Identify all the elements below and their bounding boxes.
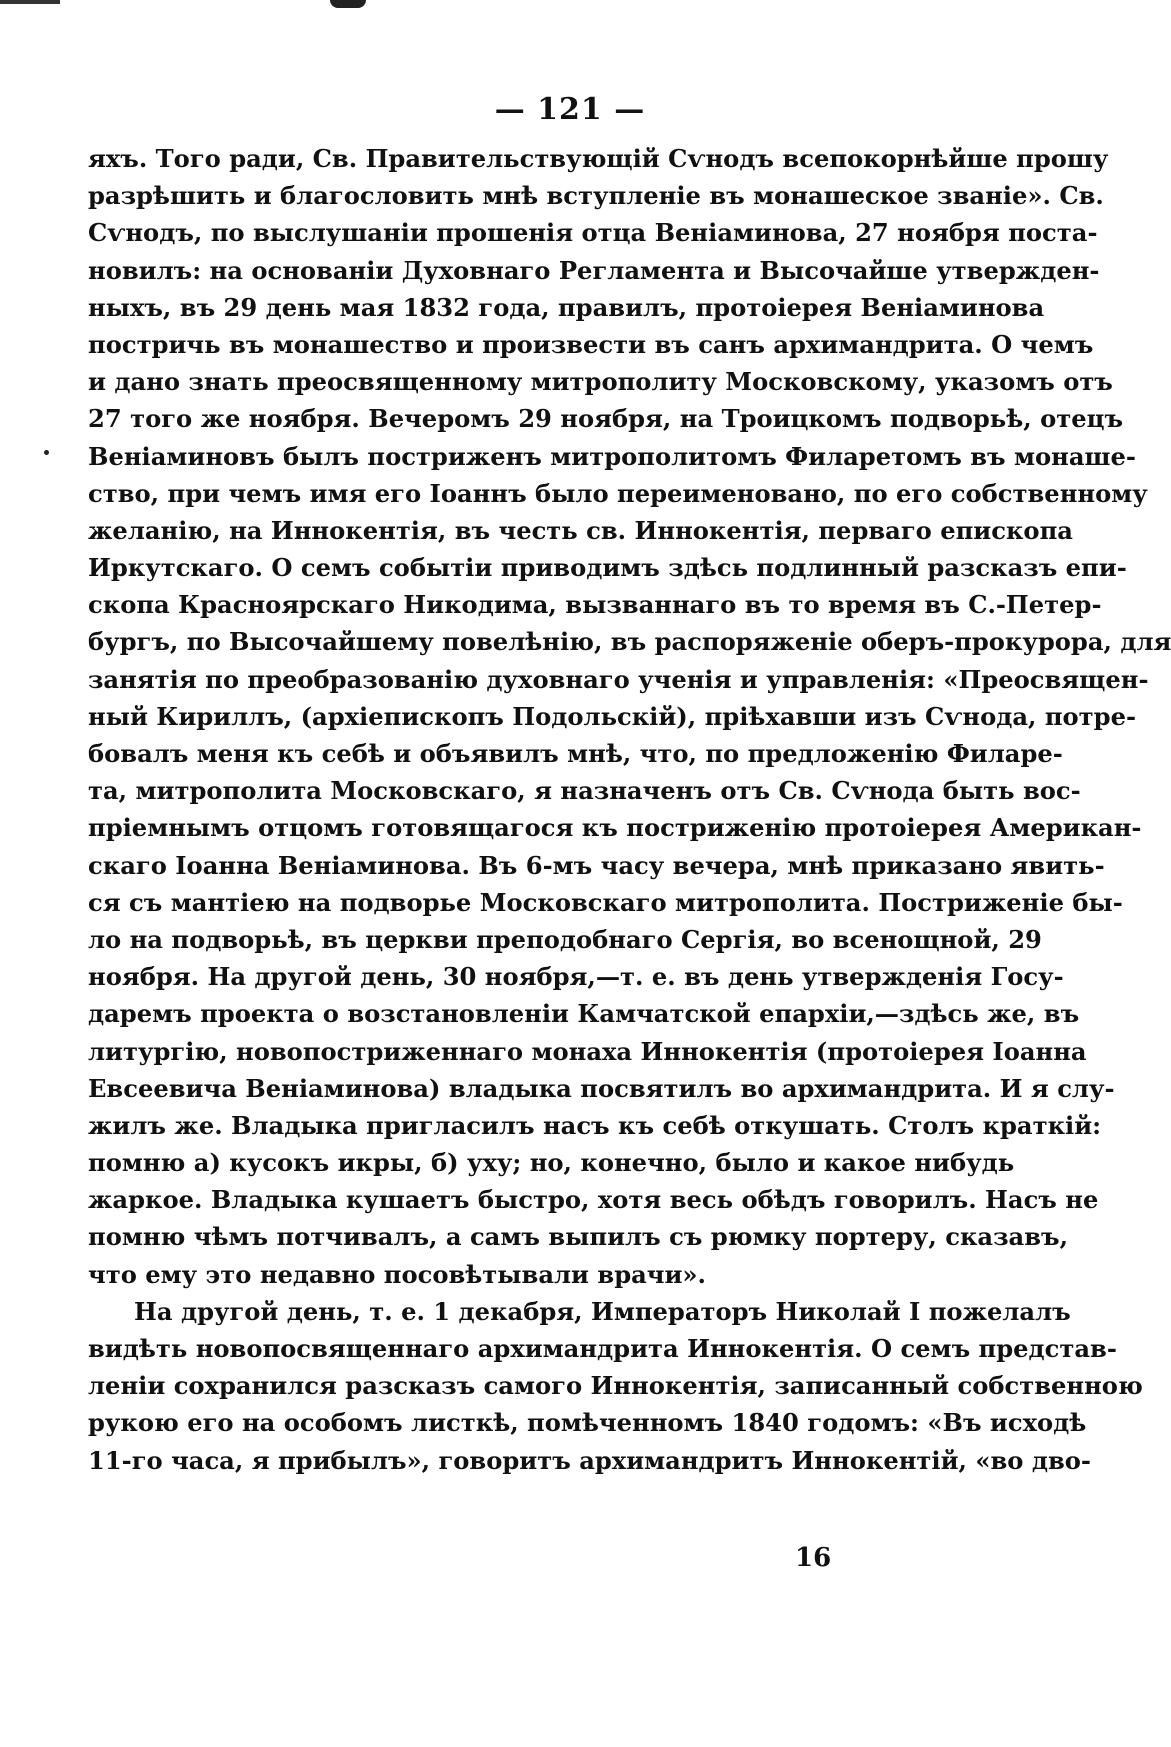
text-line: новилъ: на основаніи Духовнаго Регламента и Высочайше утвержден- — [88, 255, 1100, 285]
margin-dot — [44, 450, 49, 455]
text-line: ло на подворьѣ, въ церкви преподобнаго Сергія, во всенощной, 29 — [88, 924, 1042, 954]
text-line: 27 того же ноября. Вечеромъ 29 ноября, на Троицкомъ подворьѣ, отецъ — [88, 404, 1124, 434]
text-line: жаркое. Владыка кушаетъ быстро, хотя весь обѣдъ говорилъ. Насъ не — [88, 1185, 1099, 1215]
text-line: леніи сохранился разсказъ самого Иннокентія, записанный собственною — [88, 1371, 1143, 1401]
text-line: Евсеевича Веніаминова) владыка посвятилъ во архимандрита. И я слу- — [88, 1073, 1115, 1103]
text-line: литургію, новопостриженнаго монаха Иннокентія (протоіерея Іоанна — [88, 1036, 1087, 1066]
text-line: На другой день, т. е. 1 декабря, Императоръ Николай I пожелалъ — [134, 1296, 1071, 1326]
text-line: желанію, на Иннокентія, въ честь св. Иннокентія, перваго епископа — [88, 515, 1073, 545]
scan-blot — [330, 0, 366, 8]
text-line: разрѣшить и благословить мнѣ вступленіе въ монашеское званіе». Св. — [88, 181, 1104, 211]
text-line: скаго Іоанна Веніаминова. Въ 6-мъ часу вечера, мнѣ приказано явить- — [88, 850, 1105, 880]
text-line: и дано знать преосвященному митрополиту Московскому, указомъ отъ — [88, 367, 1113, 397]
text-line: помню а) кусокъ икры, б) уху; но, конечно, было и какое нибудь — [88, 1148, 1015, 1178]
text-line: помню чѣмъ потчивалъ, а самъ выпилъ съ рюмку портеру, сказавъ, — [88, 1222, 1068, 1252]
text-line: 11-го часа, я прибылъ», говоритъ архимандритъ Иннокентій, «во дво- — [88, 1445, 1091, 1475]
text-line: Иркутскаго. О семъ событіи приводимъ здѣсь подлинный разсказъ епи- — [88, 553, 1127, 583]
text-line: ство, при чемъ имя его Іоаннъ было переименовано, по его собственному — [88, 478, 1148, 508]
text-line: ныхъ, въ 29 день мая 1832 года, правилъ, протоіерея Веніаминова — [88, 292, 1045, 322]
scan-edge-mark — [0, 0, 60, 4]
text-line: та, митрополита Московскаго, я назначенъ отъ Св. Сѵнода быть вос- — [88, 776, 1081, 806]
text-line: что ему это недавно посовѣтывали врачи». — [88, 1259, 706, 1289]
text-line: занятія по преобразованію духовнаго ученія и управленія: «Преосвящен- — [88, 664, 1149, 694]
body-text — [88, 140, 1171, 1479]
text-line: пріемнымъ отцомъ готовящагося къ постриженію протоіерея Американ- — [88, 813, 1142, 843]
text-line: жилъ же. Владыка пригласилъ насъ къ себѣ откушать. Столъ краткій: — [88, 1110, 1102, 1140]
text-line: постричь въ монашество и произвести въ санъ архимандрита. О чемъ — [88, 329, 1094, 359]
text-line: ный Кириллъ, (архіепископъ Подольскій), пріѣхавши изъ Сѵнода, потре- — [88, 701, 1136, 731]
page-number-header: — 121 — — [494, 92, 646, 127]
text-line: яхъ. Того ради, Св. Правительствующій Сѵнодъ всепокорнѣйше прошу — [88, 144, 1109, 173]
text-line: скопа Красноярскаго Никодима, вызваннаго въ то время въ С.-Петер- — [88, 590, 1102, 620]
text-line: даремъ проекта о возстановленіи Камчатской епархіи,—здѣсь же, въ — [88, 999, 1080, 1029]
text-line: ся съ мантіею на подворье Московскаго митрополита. Постриженіе бы- — [88, 887, 1123, 917]
text-line: ноября. На другой день, 30 ноября,—т. е. въ день утвержденія Госу- — [88, 962, 1064, 992]
signature-mark: 16 — [795, 1543, 832, 1573]
text-line: видѣть новопосвященнаго архимандрита Иннокентія. О семъ представ- — [88, 1334, 1117, 1363]
text-line: Сѵнодъ, по выслушаніи прошенія отца Веніаминова, 27 ноября поста- — [88, 218, 1098, 248]
text-line: Веніаминовъ былъ постриженъ митрополитомъ Филаретомъ въ монаше- — [88, 441, 1136, 471]
text-line: бургъ, по Высочайшему повелѣнію, въ распоряженіе оберъ-прокурора, для — [88, 627, 1171, 657]
text-line: бовалъ меня къ себѣ и объявилъ мнѣ, что, по предложенію Филаре- — [88, 739, 1063, 768]
text-line: рукою его на особомъ листкѣ, помѣченномъ 1840 годомъ: «Въ исходѣ — [88, 1408, 1087, 1438]
